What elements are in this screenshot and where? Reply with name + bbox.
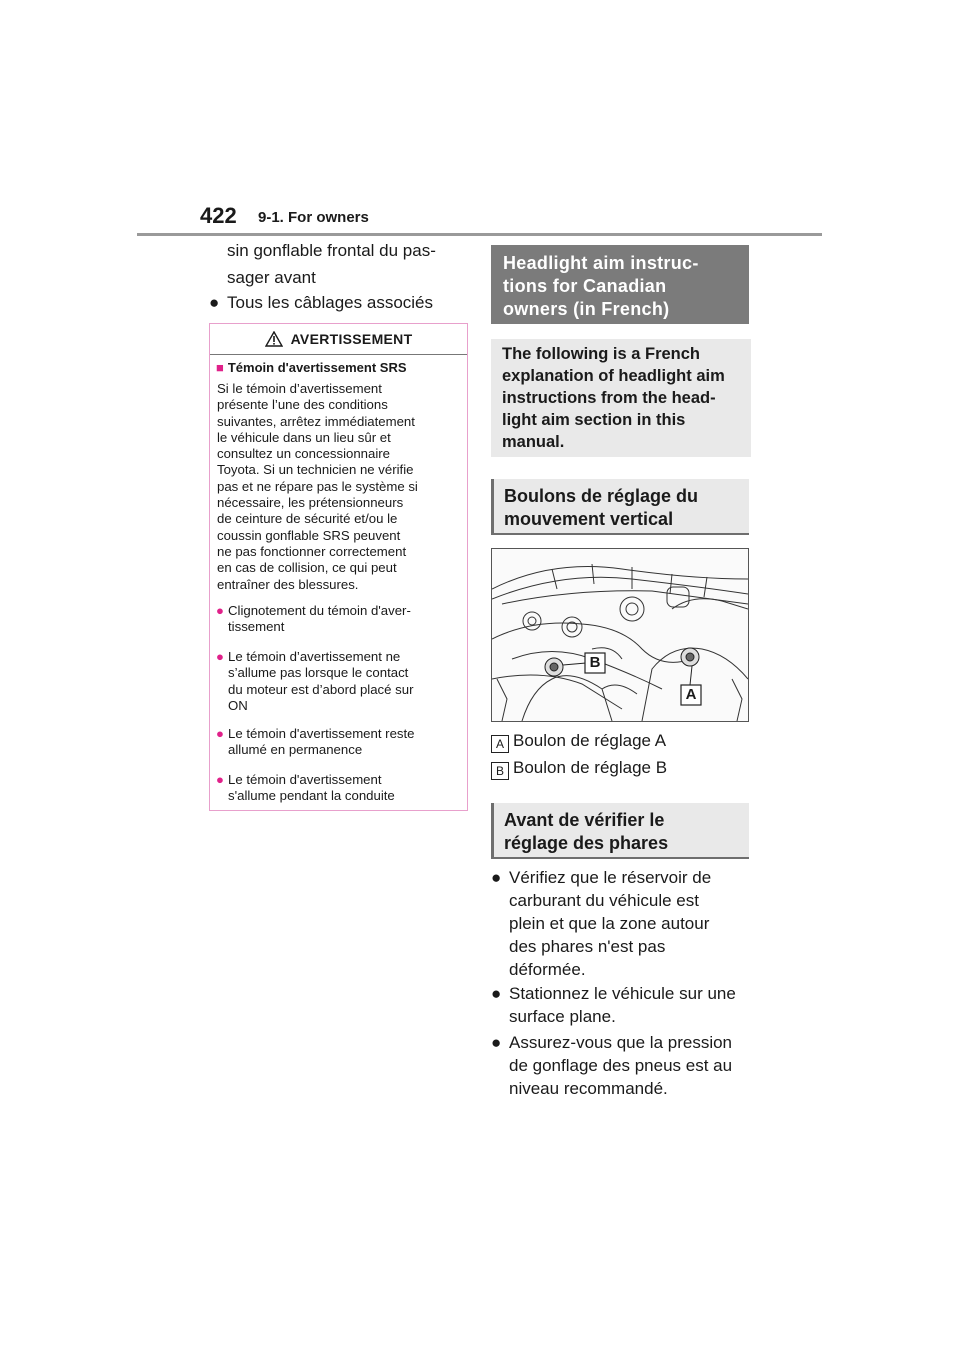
square-bullet-icon: ■ xyxy=(216,360,224,375)
bullet-icon: ● xyxy=(216,772,224,787)
warning-subheading-text: Témoin d'avertissement SRS xyxy=(227,360,407,375)
legend-text: Boulon de réglage A xyxy=(513,731,667,750)
heading-line: owners (in French) xyxy=(503,299,670,319)
bullet-icon: ● xyxy=(491,1033,502,1052)
heading-line: mouvement vertical xyxy=(504,509,674,529)
warning-list-item xyxy=(216,726,464,759)
bullet-icon: ● xyxy=(216,649,224,664)
warning-header xyxy=(210,324,467,354)
text-line: suivantes, arrêtez immédiatement xyxy=(217,413,415,429)
image-label-b: B xyxy=(589,654,601,671)
warning-list-item xyxy=(216,603,464,636)
text-line: de ceinture de sécurité et/ou le xyxy=(217,511,398,527)
text-line: présente l’une des conditions xyxy=(217,397,388,413)
dark-heading-box xyxy=(491,245,749,324)
text-line: ne pas fonctionner correctement xyxy=(217,543,407,559)
text-line: du moteur est d’abord placé sur xyxy=(228,681,414,697)
bullet-item xyxy=(491,866,753,981)
text-line: allumé en permanence xyxy=(228,742,363,758)
text-line: s'allume pendant la conduite xyxy=(228,788,395,804)
text-line: Assurez-vous que la pression xyxy=(509,1033,733,1052)
warning-list-item xyxy=(216,649,464,714)
engine-illustration xyxy=(491,548,749,722)
text-line: Le témoin d'avertissement reste xyxy=(228,726,415,741)
continuation-text xyxy=(227,239,436,289)
text-line: déformée. xyxy=(509,960,586,979)
warning-list-item xyxy=(216,772,464,805)
bullet-icon: ● xyxy=(491,868,502,887)
bullet-item xyxy=(491,1031,753,1100)
engine-compartment-drawing xyxy=(492,549,748,721)
text-line: tissement xyxy=(228,619,285,635)
text-line: en cas de collision, ce qui peut xyxy=(217,560,397,576)
bullet-icon: ● xyxy=(491,984,502,1003)
text-line: le véhicule dans un lieu sûr et xyxy=(217,429,391,445)
text-line: plein et que la zone autour xyxy=(509,914,710,933)
text-line: light aim section in this xyxy=(502,411,686,429)
warning-triangle-icon xyxy=(265,331,283,347)
bullet-item xyxy=(209,291,433,314)
text-line: ON xyxy=(228,697,248,713)
text-line: Le témoin d'avertissement xyxy=(228,772,382,787)
header-divider xyxy=(137,233,822,236)
heading-line: réglage des phares xyxy=(504,833,669,853)
legend-key-a: A xyxy=(491,735,509,753)
heading-line: tions for Canadian xyxy=(503,276,667,296)
text-line: instructions from the head- xyxy=(502,389,716,407)
text-line: Vérifiez que le réservoir de xyxy=(509,868,712,887)
section-heading xyxy=(491,479,749,535)
text-line: manual. xyxy=(502,433,565,451)
warning-box xyxy=(209,323,468,811)
text-line: niveau recommandé. xyxy=(509,1079,668,1098)
text-line: consultez un concessionnaire xyxy=(217,446,391,462)
legend-item xyxy=(491,758,667,780)
warning-paragraph xyxy=(217,381,463,593)
text-line: Clignotement du témoin d'aver- xyxy=(228,603,411,618)
text-line: Stationnez le véhicule sur une xyxy=(509,984,736,1003)
text-line: coussin gonflable SRS peuvent xyxy=(217,527,401,543)
text-line: carburant du véhicule est xyxy=(509,891,699,910)
warning-title: AVERTISSEMENT xyxy=(290,331,413,347)
section-heading xyxy=(491,803,749,859)
text-line: The following is a French xyxy=(502,345,701,363)
text-line: surface plane. xyxy=(509,1007,616,1026)
text-line: nécessaire, les prétensionneurs xyxy=(217,495,404,511)
bullet-text: Tous les câblages associés xyxy=(227,293,434,312)
intro-box xyxy=(491,339,751,457)
legend-key-b: B xyxy=(491,762,509,780)
text-line: Si le témoin d’avertissement xyxy=(217,381,382,396)
heading-line: Headlight aim instruc- xyxy=(503,253,699,273)
heading-line: Boulons de réglage du xyxy=(504,486,699,506)
bullet-icon: ● xyxy=(216,726,224,741)
bullet-icon: ● xyxy=(209,293,220,312)
text-line: des phares n'est pas xyxy=(509,937,666,956)
text-line: Le témoin d’avertissement ne xyxy=(228,649,401,664)
bullet-item xyxy=(491,982,753,1028)
section-title: 9-1. For owners xyxy=(258,209,369,226)
warning-divider xyxy=(210,354,467,355)
text-line: pas et ne répare pas le système si xyxy=(217,478,418,494)
legend-item xyxy=(491,731,666,753)
text-line: de gonflage des pneus est au xyxy=(509,1056,733,1075)
text-line: entraîner des blessures. xyxy=(217,576,359,592)
text-line: explanation of headlight aim xyxy=(502,367,725,385)
text-line: sin gonflable frontal du pas- xyxy=(227,241,436,260)
text-line: sager avant xyxy=(227,268,316,287)
image-label-a: A xyxy=(685,686,697,703)
text-line: s’allume pas lorsque le contact xyxy=(228,665,409,681)
warning-subheading xyxy=(216,360,407,375)
legend-text: Boulon de réglage B xyxy=(513,758,668,777)
bullet-icon: ● xyxy=(216,603,224,618)
heading-line: Avant de vérifier le xyxy=(504,810,665,830)
page-number: 422 xyxy=(200,203,237,228)
text-line: Toyota. Si un technicien ne vérifie xyxy=(217,462,414,478)
